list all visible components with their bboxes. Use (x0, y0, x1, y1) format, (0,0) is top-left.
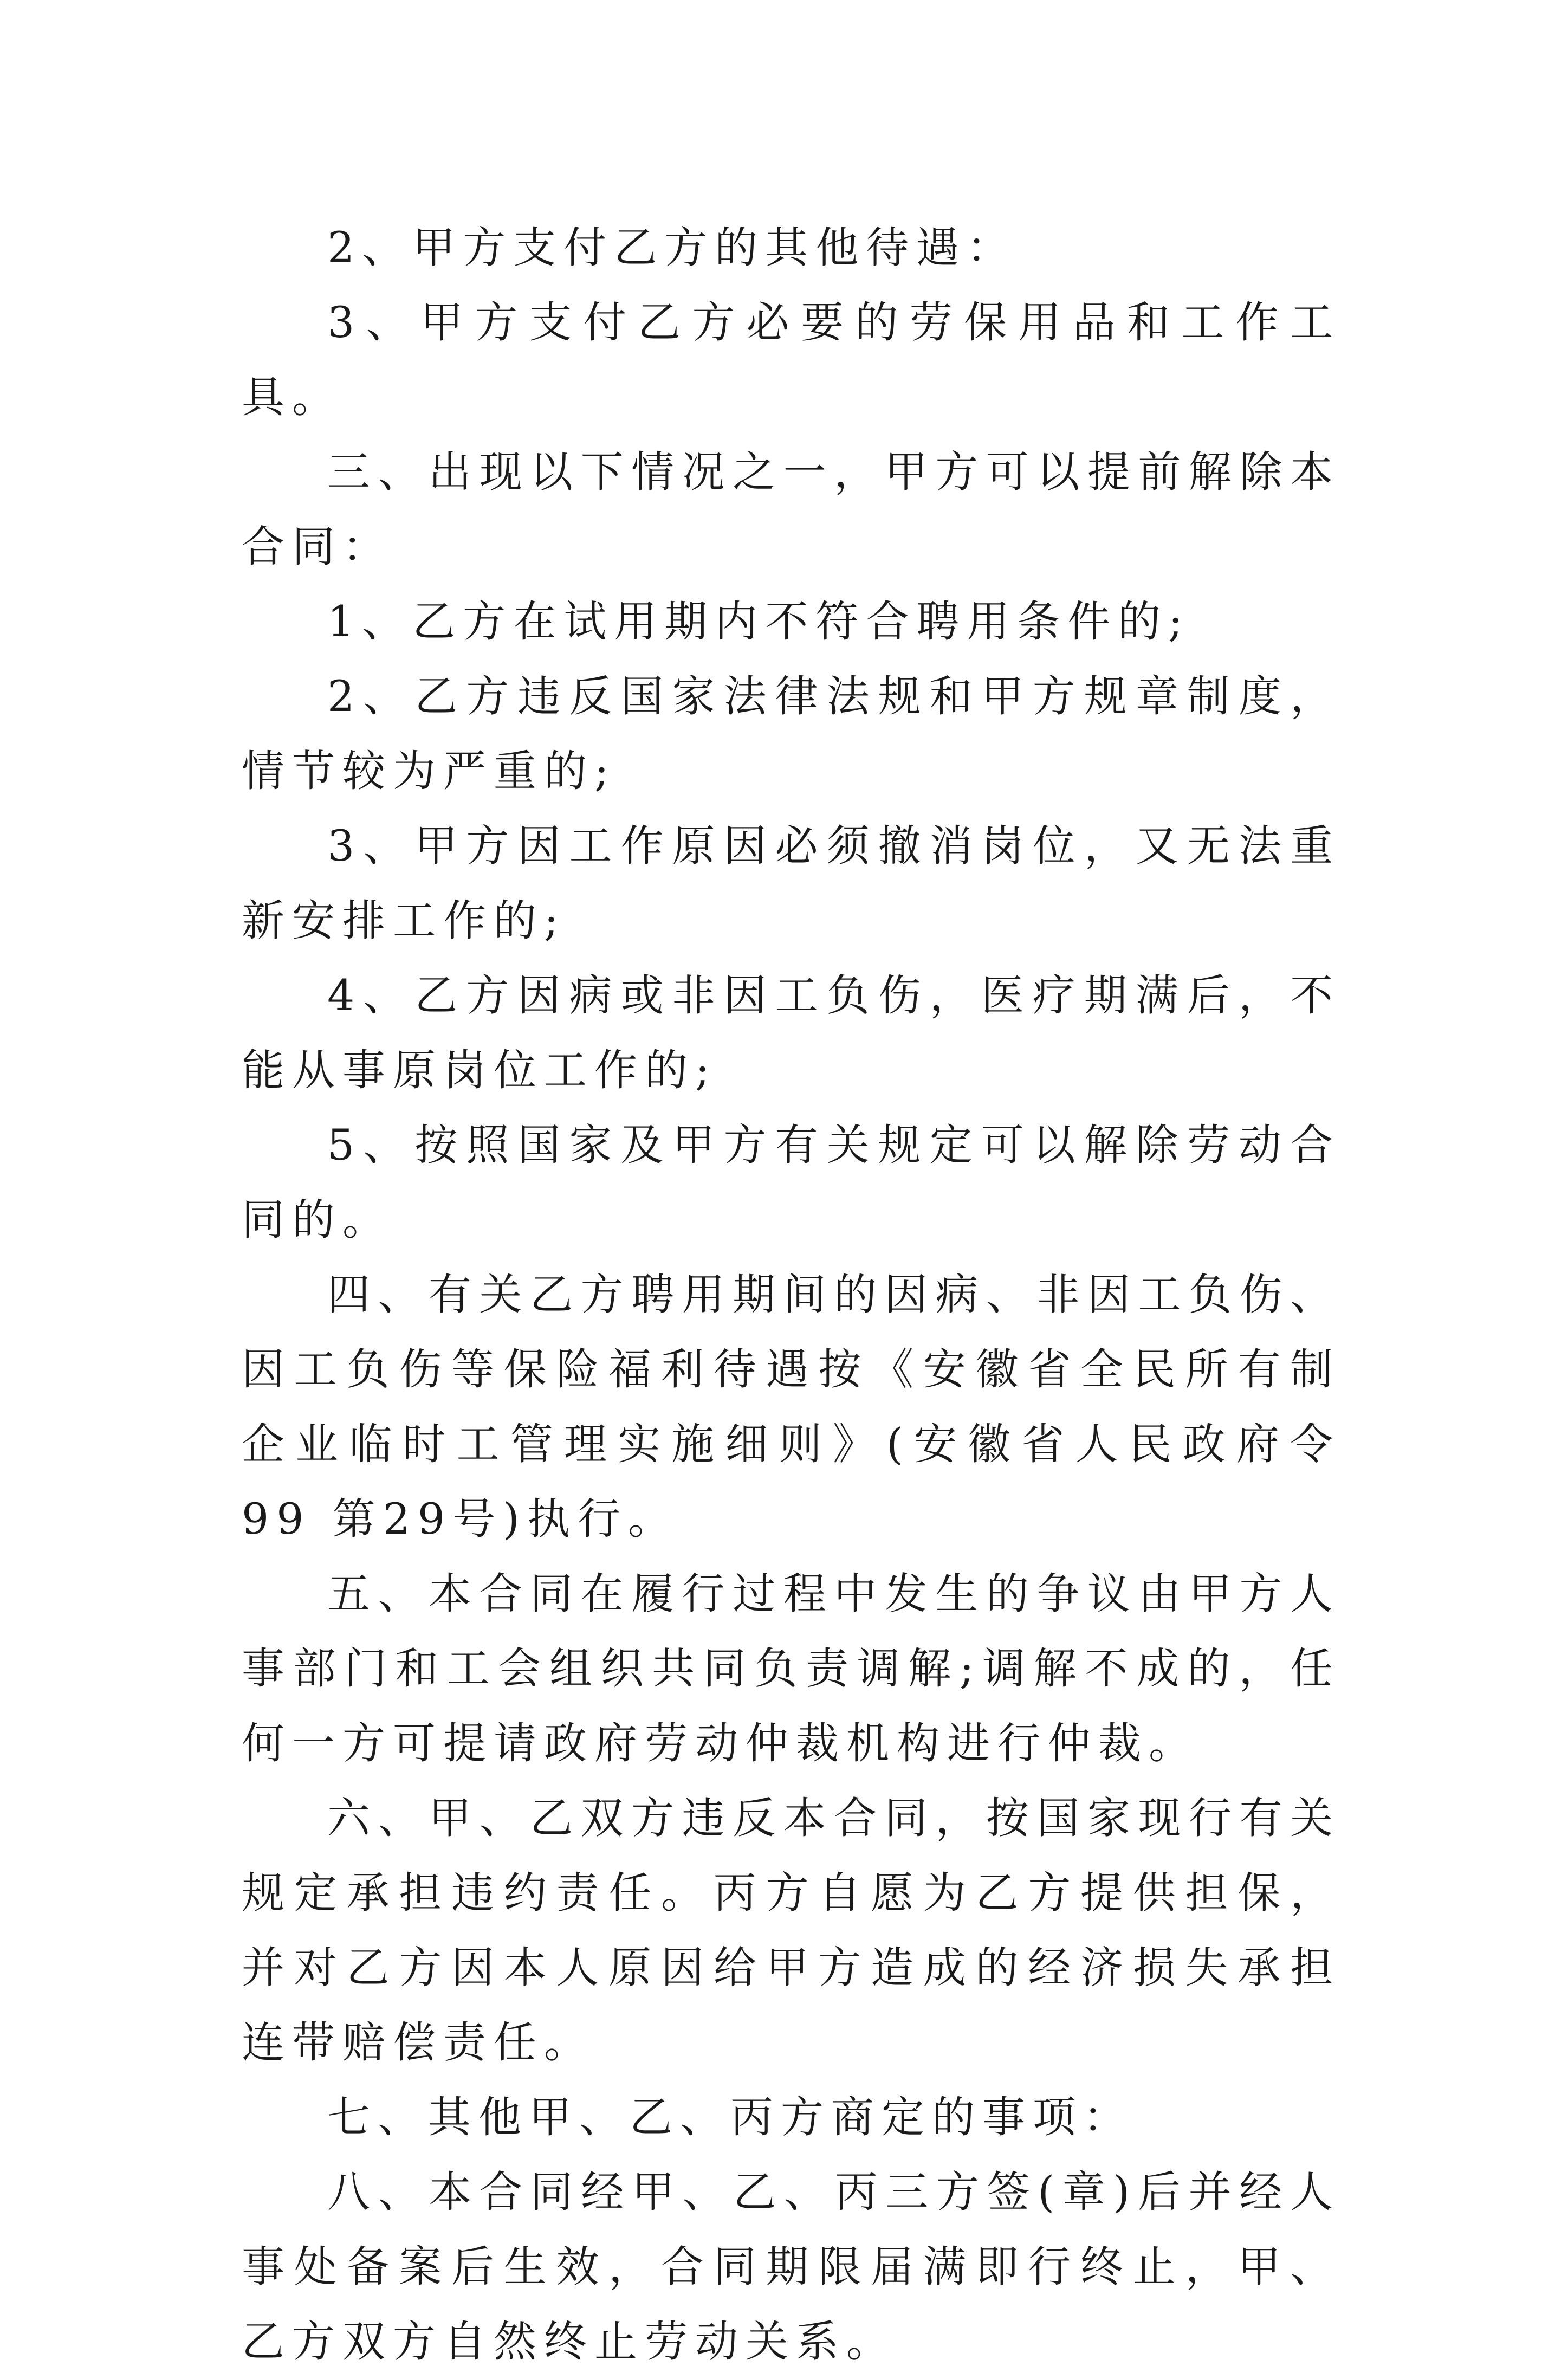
section-6-liability: 六、甲、乙双方违反本合同，按国家现行有关规定承担违约责任。丙方自愿为乙方提供担保，并对乙方因本人原因给甲方造成的经济损失承担连带赔偿责任。 (242, 1793, 1340, 2067)
section-8-effectiveness: 八、本合同经甲、乙、丙三方签(章)后并经人事处备案后生效，合同期限届满即行终止，甲、乙方双方自然终止劳动关系。 (242, 2167, 1340, 2367)
termination-clause-2: 2、乙方违反国家法律法规和甲方规章制度，情节较为严重的; (242, 671, 1340, 796)
termination-clause-5: 5、按照国家及甲方有关规定可以解除劳动合同的。 (242, 1120, 1340, 1245)
paragraph-benefits-3: 3、甲方支付乙方必要的劳保用品和工作工具。 (242, 298, 1340, 422)
section-5-disputes: 五、本合同在履行过程中发生的争议由甲方人事部门和工会组织共同负责调解;调解不成的，任何一方可提请政府劳动仲裁机构进行仲裁。 (242, 1569, 1340, 1768)
section-7-other-matters: 七、其他甲、乙、丙方商定的事项： (327, 2092, 1133, 2142)
termination-clause-1: 1、乙方在试用期内不符合聘用条件的; (327, 597, 1190, 647)
section-3-heading: 三、出现以下情况之一，甲方可以提前解除本合同： (242, 447, 1340, 572)
paragraph-benefits-2: 2、甲方支付乙方的其他待遇： (327, 223, 1018, 273)
contract-body (242, 210, 1340, 2379)
termination-clause-4: 4、乙方因病或非因工负伤，医疗期满后，不能从事原岗位工作的; (242, 971, 1340, 1095)
termination-clause-3: 3、甲方因工作原因必须撤消岗位，又无法重新安排工作的; (242, 821, 1340, 946)
section-4-insurance: 四、有关乙方聘用期间的因病、非因工负伤、因工负伤等保险福利待遇按《安徽省全民所有制企业临时工管理实施细则》(安徽省人民政府令 99 第29号)执行。 (242, 1270, 1340, 1544)
